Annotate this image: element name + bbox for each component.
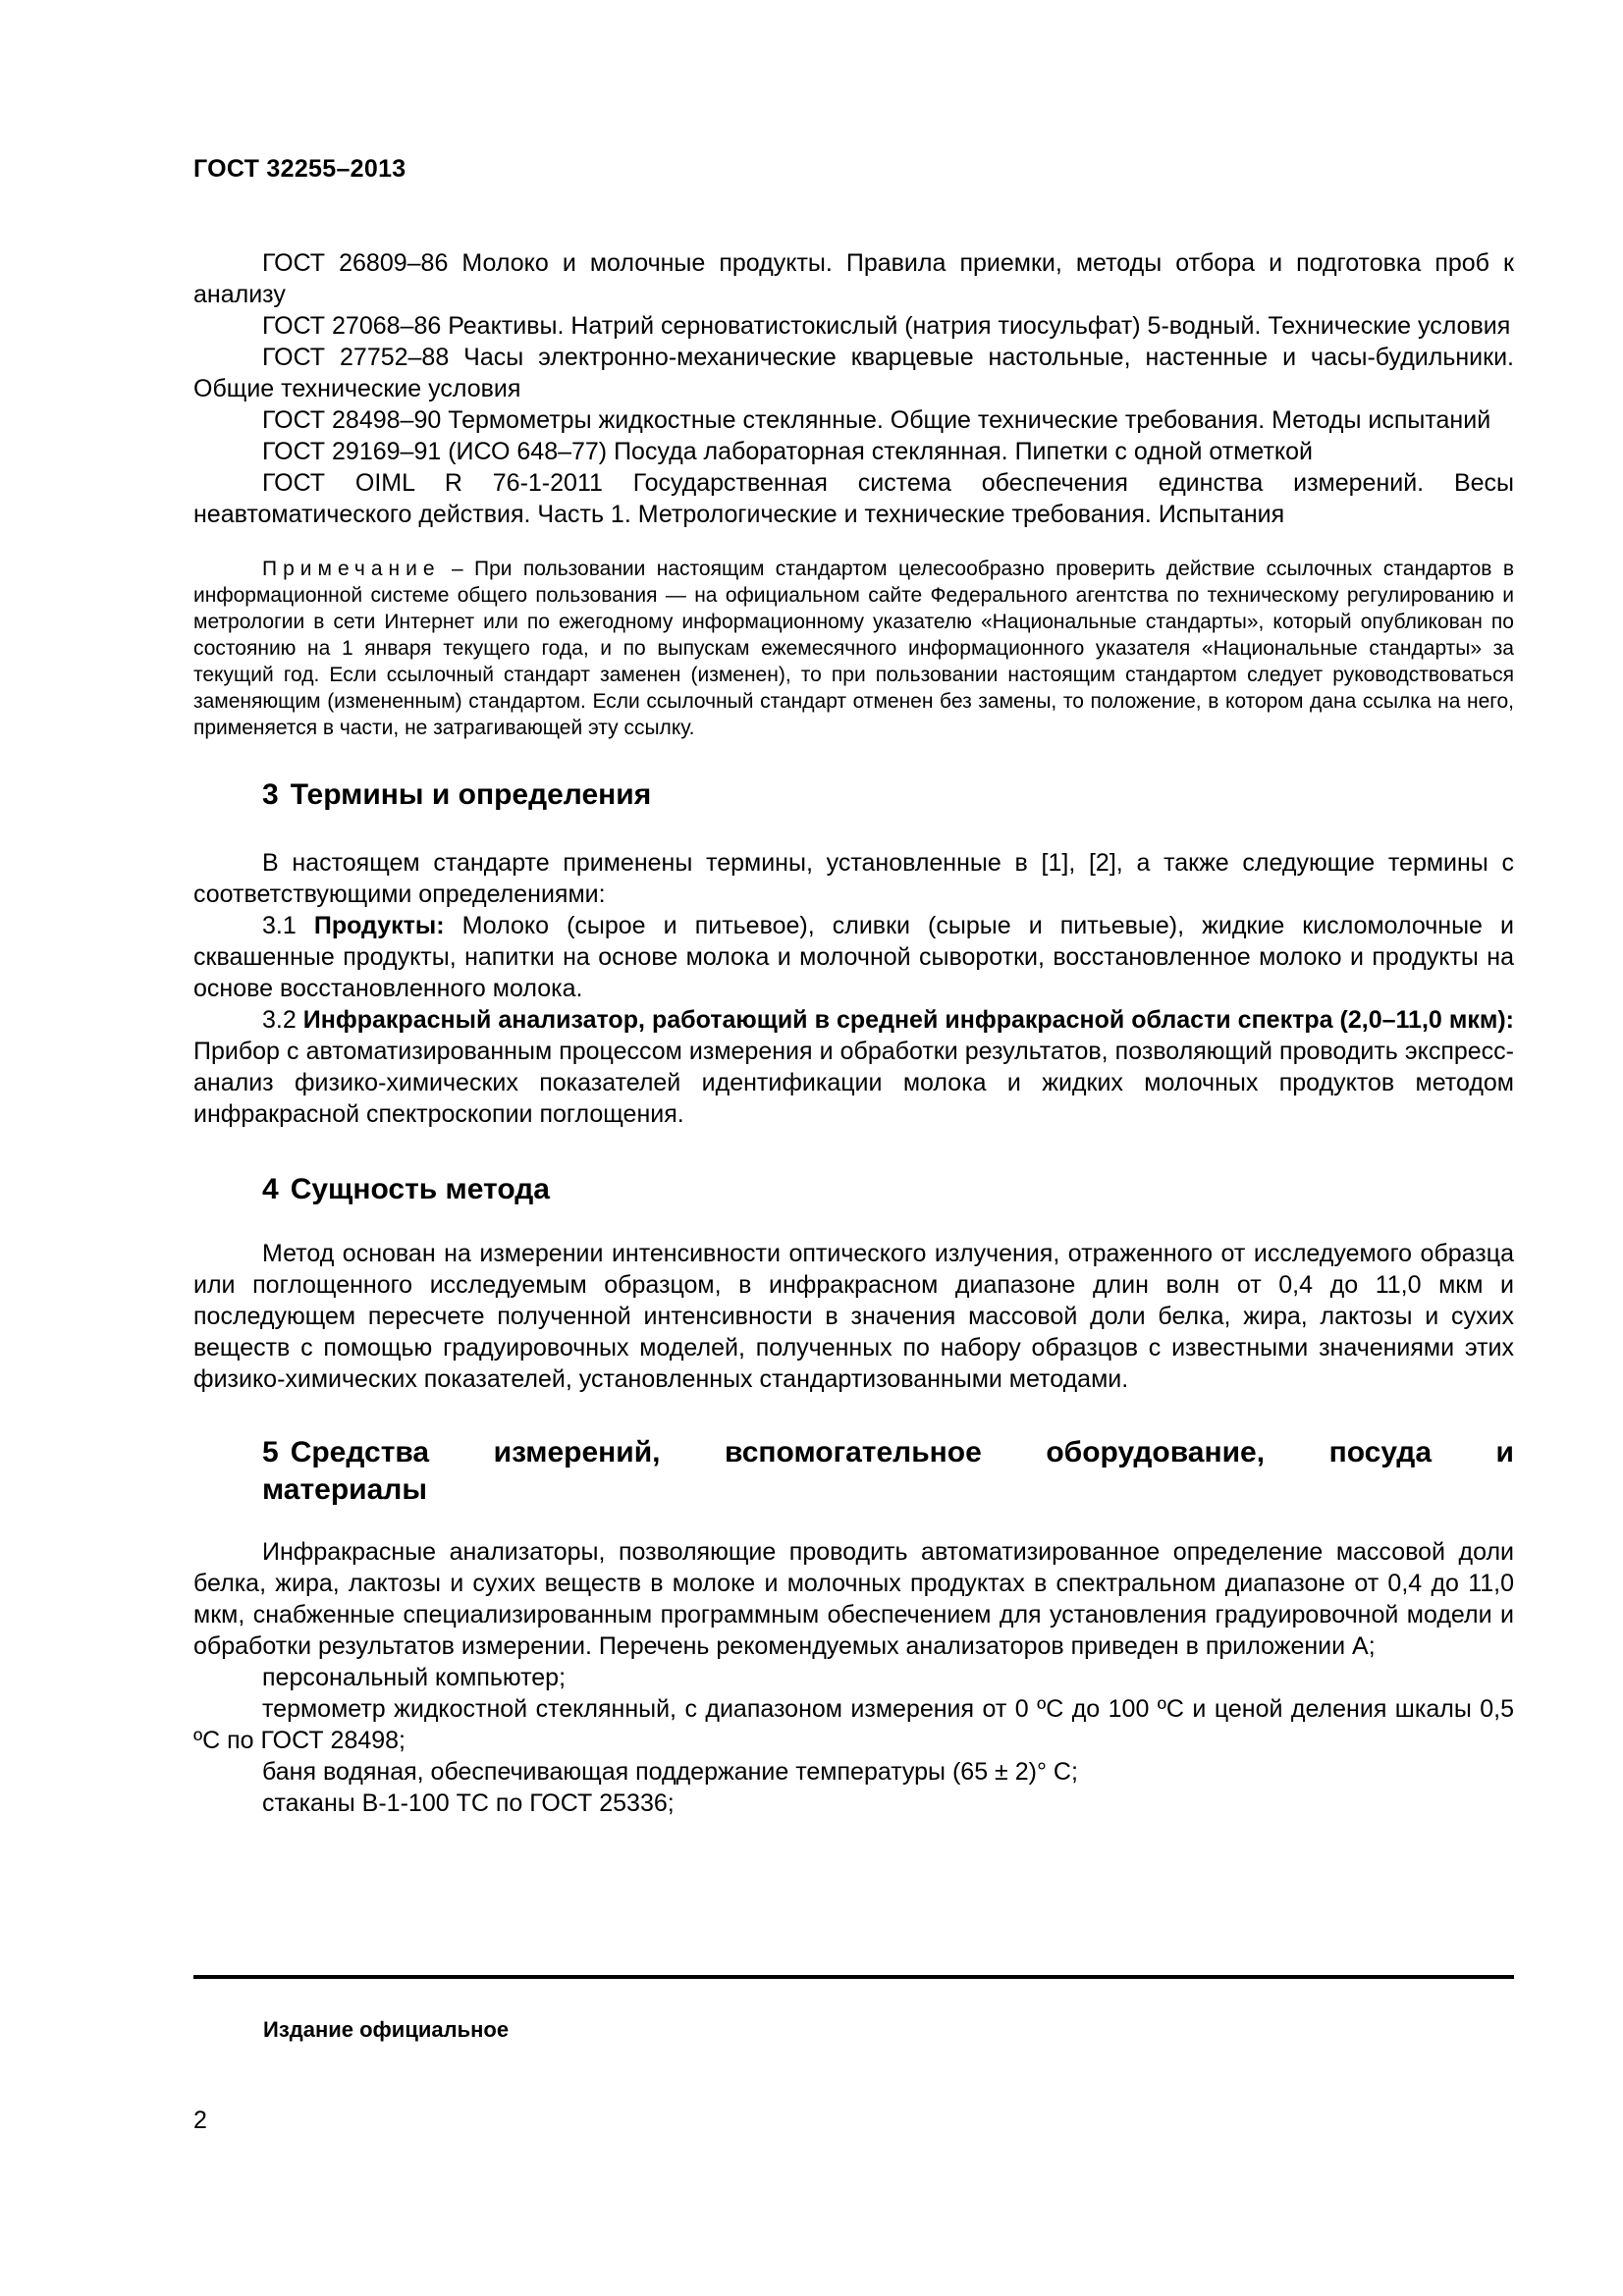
page-content bbox=[193, 247, 1514, 1819]
term-definition bbox=[193, 1004, 1514, 1130]
reference-item: ГОСТ 28498–90 Термометры жидкостные стеклянные. Общие технические требования. Методы испытаний bbox=[262, 406, 1491, 434]
equipment-item: персональный компьютер; bbox=[262, 1664, 567, 1691]
section-title-line bbox=[262, 1434, 1514, 1471]
equipment-item: баня водяная, обеспечивающая поддержание температуры (65 ± 2)° С; bbox=[262, 1758, 1078, 1786]
reference-item: ГОСТ 27068–86 Реактивы. Натрий серноватистокислый (натрия тиосульфат) 5-водный. Технические условия bbox=[262, 312, 1511, 340]
document-id: ГОСТ 32255–2013 bbox=[193, 155, 406, 183]
term-number: 3.1 bbox=[262, 912, 314, 939]
note-text: – При пользовании настоящим стандартом целесообразно проверить действие ссылочных стандартов в информационной системе общего пользования — на официальном сайте Федерального агентства по техническому регулированию и метрологии в сети Интернет или по ежегодному информационному указателю «Национальные стандарты», который опубликован по состоянию на 1 января текущего года, и по выпускам ежемесячного информационного указателя «Национальные стандарты» за текущий год. Если ссылочный стандарт заменен (изменен), то при пользовании настоящим стандартом следует руководствоваться заменяющим (измененным) стандартом. Если ссылочный стандарт отменен без замены, то положение, в котором дана ссылка на него, применяется в части, не затрагивающей эту ссылку. bbox=[193, 558, 1514, 739]
equipment-item: стаканы В-1-100 ТС по ГОСТ 25336; bbox=[262, 1789, 675, 1817]
section-title-continuation: материалы bbox=[262, 1473, 427, 1506]
reference-item: ГОСТ 26809–86 Молоко и молочные продукты. Правила приемки, методы отбора и подготовка проб к анализу bbox=[193, 249, 1514, 308]
term-text: Молоко (сырое и питьевое), сливки (сырые и питьевые), жидкие кисломолочные и сквашенные продукты, напитки на основе молока и молочной сыворотки, восстановленное молоко и продукты на основе восстановленного молока. bbox=[193, 912, 1514, 1002]
note-label: Примечание bbox=[262, 558, 441, 580]
reference-item: ГОСТ 27752–88 Часы электронно-механические кварцевые настольные, настенные и часы-будильники. Общие технические условия bbox=[193, 344, 1514, 402]
page-number: 2 bbox=[193, 2107, 207, 2134]
section-title: Термины и определения bbox=[290, 778, 652, 811]
section-3-body bbox=[193, 847, 1514, 1130]
equipment-item: Инфракрасные анализаторы, позволяющие проводить автоматизированное определение массовой доли белка, жира, лактозы и сухих веществ в молоке и молочных продуктах в спектральном диапазоне от 0,4 до 11,0 мкм, снабженные специализированным программным обеспечением для установления градуировочной модели и обработки результатов измерении. Перечень рекомендуемых анализаторов приведен в приложении А; bbox=[193, 1538, 1514, 1660]
section-title: Средства измерений, вспомогательное оборудование, посуда и bbox=[290, 1436, 1514, 1468]
term-number: 3.2 bbox=[262, 1006, 303, 1034]
note-paragraph bbox=[193, 556, 1514, 741]
edition-label: Издание официальное bbox=[263, 2017, 510, 2042]
section-title: Сущность метода bbox=[290, 1173, 550, 1205]
section-number: 3 bbox=[262, 778, 279, 811]
section-4-heading bbox=[193, 1171, 1514, 1208]
term-text: Прибор с автоматизированным процессом измерения и обработки результатов, позволяющий проводить экспресс-анализ физико-химических показателей идентификации молока и жидких молочных продуктов методом инфракрасной спектроскопии поглощения. bbox=[193, 1038, 1514, 1128]
section-4-paragraph: Метод основан на измерении интенсивности оптического излучения, отраженного от исследуемого образца или поглощенного исследуемым образцом, в инфракрасном диапазоне длин волн от 0,4 до 11,0 мкм и последующем пересчете полученной интенсивности в значения массовой доли белка, жира, лактозы и сухих веществ с помощью градуировочных моделей, полученных по набору образцов с известными значениями этих физико-химических показателей, установленных стандартизованными методами. bbox=[193, 1240, 1514, 1393]
section-5-heading bbox=[193, 1434, 1514, 1509]
reference-item: ГОСТ OIML R 76-1-2011 Государственная система обеспечения единства измерений. Весы неавтоматического действия. Часть 1. Метрологические и технические требования. Испытания bbox=[193, 469, 1514, 528]
equipment-item: термометр жидкостной стеклянный, с диапазоном измерения от 0 ºС до 100 ºС и ценой деления шкалы 0,5 ºС по ГОСТ 28498; bbox=[193, 1695, 1514, 1754]
section-5-body bbox=[193, 1536, 1514, 1819]
footer-divider bbox=[193, 1975, 1514, 1979]
section-3-heading bbox=[193, 776, 1514, 814]
section-3-intro: В настоящем стандарте применены термины, установленные в [1], [2], а также следующие термины с соответствующими определениями: bbox=[193, 849, 1514, 908]
section-4-body bbox=[193, 1238, 1514, 1395]
term-name: Продукты: bbox=[313, 912, 445, 939]
reference-item: ГОСТ 29169–91 (ИСО 648–77) Посуда лабораторная стеклянная. Пипетки с одной отметкой bbox=[262, 438, 1314, 465]
section-number: 4 bbox=[262, 1173, 279, 1205]
term-definition bbox=[193, 910, 1514, 1004]
section-number: 5 bbox=[262, 1436, 279, 1468]
term-name: Инфракрасный анализатор, работающий в средней инфракрасной области спектра (2,0–11,0 мкм): bbox=[302, 1006, 1514, 1034]
